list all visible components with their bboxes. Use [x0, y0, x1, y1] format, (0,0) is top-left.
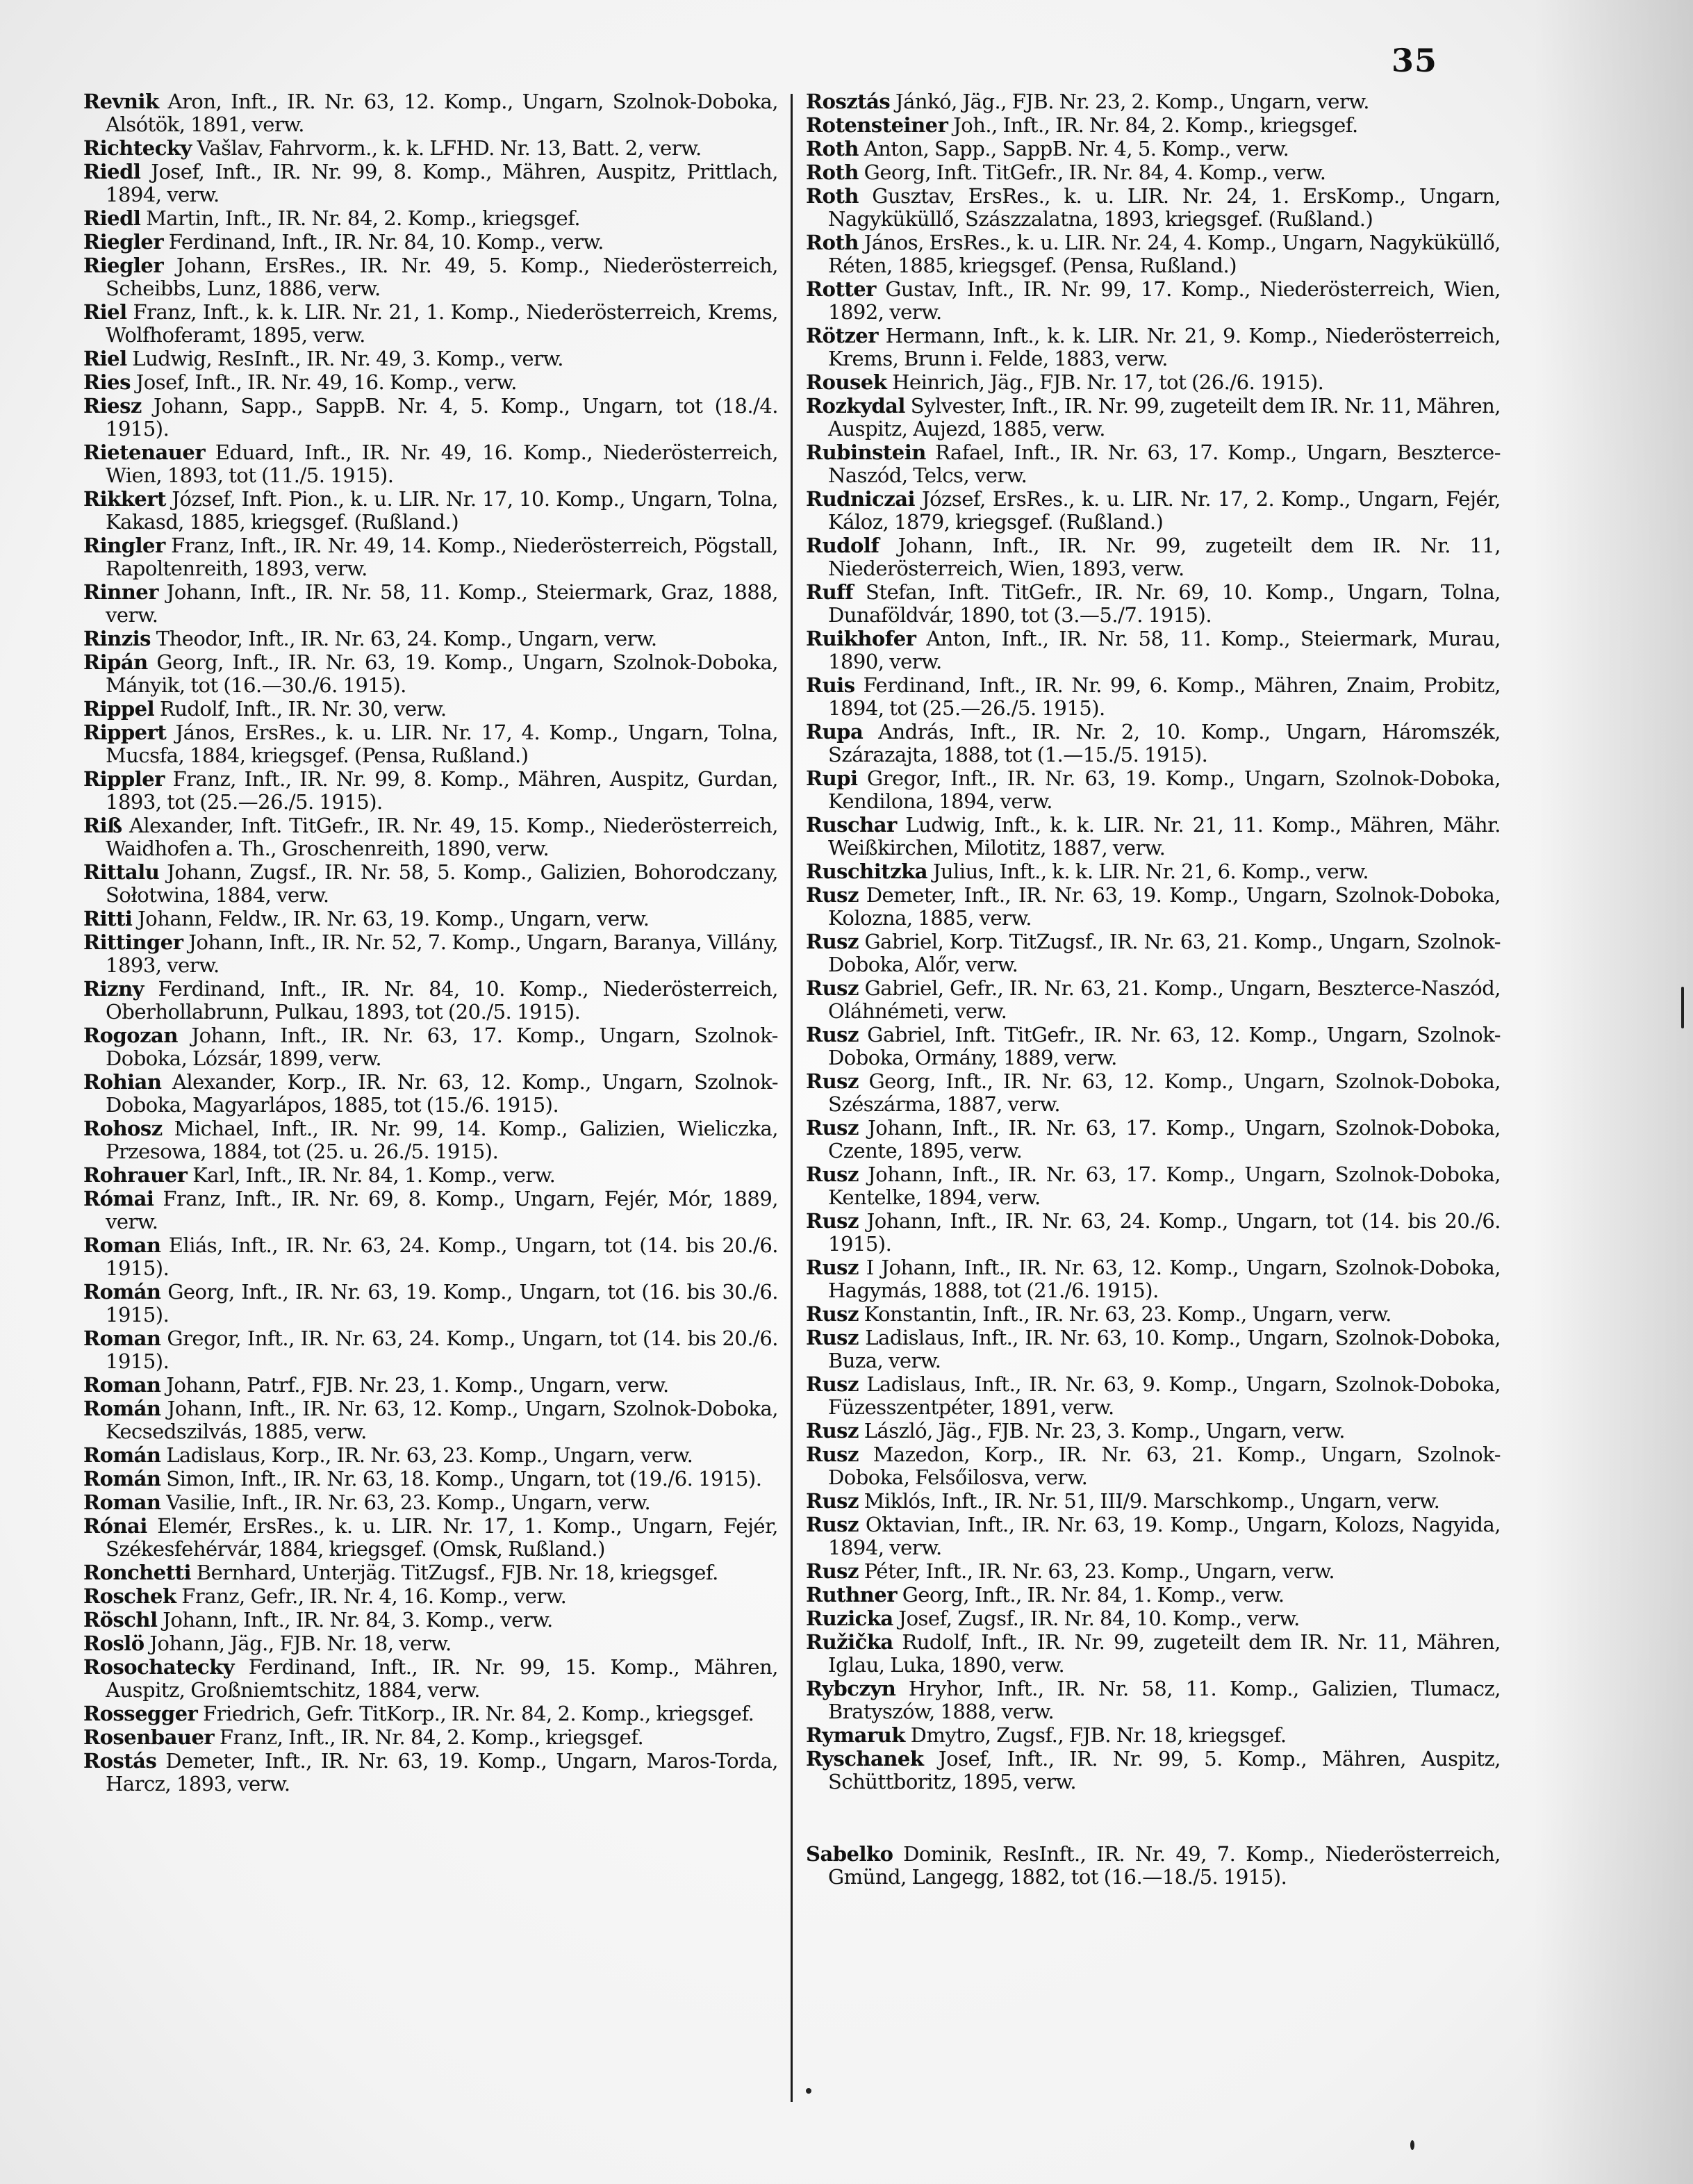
entry-surname: Ruschitzka: [806, 860, 928, 883]
entry-details: Joh., Inft., IR. Nr. 84, 2. Komp., kriegsgef.: [948, 113, 1358, 137]
list-entry: [806, 395, 1501, 441]
list-entry: [83, 1468, 778, 1491]
entry-details: Georg, Inft. TitGefr., IR. Nr. 84, 4. Komp., verw.: [858, 161, 1326, 184]
list-entry: [806, 977, 1501, 1023]
entry-details: Gabriel, Inft. TitGefr., IR. Nr. 63, 12. Komp., Ungarn, Szolnok-Doboka, Ormány, 1889, verw.: [828, 1023, 1501, 1069]
entry-details: Johann, Inft., IR. Nr. 63, 24. Komp., Ungarn, tot (14. bis 20./6. 1915).: [828, 1209, 1501, 1256]
entry-surname: Riel: [83, 347, 127, 370]
entry-details: Eduard, Inft., IR. Nr. 49, 16. Komp., Niederösterreich, Wien, 1893, tot (11./5. 1915).: [106, 441, 778, 487]
entry-surname: Római: [83, 1187, 154, 1210]
entry-surname: Rohrauer: [83, 1163, 188, 1187]
entry-details: Vašlav, Fahrvorm., k. k. LFHD. Nr. 13, Batt. 2, verw.: [191, 136, 702, 160]
list-entry: [806, 1490, 1501, 1513]
entry-details: Julius, Inft., k. k. LIR. Nr. 21, 6. Komp., verw.: [927, 860, 1369, 883]
list-entry: [83, 137, 778, 160]
entry-details: Péter, Inft., IR. Nr. 63, 23. Komp., Ungarn, verw.: [858, 1559, 1335, 1583]
entry-details: Stefan, Inft. TitGefr., IR. Nr. 69, 10. Komp., Ungarn, Tolna, Dunaföldvár, 1890, tot (3.—5./7. 1915).: [828, 580, 1501, 627]
entry-surname: Roman: [83, 1491, 161, 1514]
entry-details: Josef, Inft., IR. Nr. 99, 5. Komp., Mähren, Auspitz, Schüttboritz, 1895, verw.: [828, 1747, 1501, 1793]
list-entry: [806, 534, 1501, 580]
entry-surname: Rusz: [806, 1069, 859, 1093]
entry-surname: Sabelko: [806, 1842, 893, 1866]
right-column: [806, 90, 1501, 1889]
entry-details: János, ErsRes., k. u. LIR. Nr. 24, 4. Komp., Ungarn, Nagyküküllő, Réten, 1885, kriegsgef. (Pensa, Rußland.): [828, 231, 1501, 277]
entry-surname: Rosenbauer: [83, 1725, 215, 1749]
list-entry: [83, 254, 778, 300]
list-entry: [806, 1513, 1501, 1559]
entry-details: Johann, ErsRes., IR. Nr. 49, 5. Komp., Niederösterreich, Scheibbs, Lunz, 1886, verw.: [106, 254, 778, 300]
entry-surname: Rybczyn: [806, 1677, 896, 1700]
entry-surname: Ružička: [806, 1630, 893, 1654]
list-entry: [806, 627, 1501, 673]
list-entry: [83, 301, 778, 347]
entry-surname: Rotensteiner: [806, 113, 948, 137]
entry-details: Gustav, Inft., IR. Nr. 99, 17. Komp., Niederösterreich, Wien, 1892, verw.: [828, 277, 1501, 324]
list-entry: [806, 1560, 1501, 1583]
entry-surname: Richtecky: [83, 136, 192, 160]
entry-surname: Rinner: [83, 580, 159, 604]
entry-surname: Rusz: [806, 1513, 859, 1536]
list-entry: [806, 114, 1501, 137]
list-entry: [83, 768, 778, 814]
entry-surname: Rostás: [83, 1749, 157, 1773]
entry-details: Georg, Inft., IR. Nr. 63, 19. Komp., Ungarn, tot (16. bis 30./6. 1915).: [106, 1280, 778, 1327]
entry-surname: Rozkydal: [806, 394, 905, 418]
entry-surname: Ronchetti: [83, 1561, 192, 1584]
entry-surname: Ruthner: [806, 1583, 897, 1607]
entry-surname: Rupi: [806, 766, 858, 790]
entry-details: Johann, Inft., IR. Nr. 63, 12. Komp., Ungarn, Szolnok-Doboka, Kecsedszilvás, 1885, verw.: [106, 1397, 778, 1443]
entry-details: Demeter, Inft., IR. Nr. 63, 19. Komp., Ungarn, Szolnok-Doboka, Kolozna, 1885, verw.: [828, 883, 1501, 930]
entry-surname: Ruff: [806, 580, 854, 604]
entry-surname: Rotter: [806, 277, 876, 301]
entry-details: Ferdinand, Inft., IR. Nr. 99, 15. Komp., Mähren, Auspitz, Großniemtschitz, 1884, verw.: [106, 1655, 778, 1702]
entry-surname: Rusz: [806, 1163, 859, 1186]
entry-details: János, ErsRes., k. u. LIR. Nr. 17, 4. Komp., Ungarn, Tolna, Mucsfa, 1884, kriegsgef. (Pensa, Rußland.): [106, 721, 778, 767]
list-entry: [806, 185, 1501, 231]
entry-details: Georg, Inft., IR. Nr. 84, 1. Komp., verw.: [896, 1583, 1285, 1607]
list-entry: [806, 1117, 1501, 1163]
list-entry: [806, 814, 1501, 860]
entry-details: Johann, Inft., IR. Nr. 84, 3. Komp., verw.: [157, 1608, 553, 1632]
entry-surname: Rosztás: [806, 90, 891, 113]
entry-surname: Riß: [83, 814, 122, 837]
entry-details: Johann, Inft., IR. Nr. 63, 17. Komp., Ungarn, Szolnok-Doboka, Kentelke, 1894, verw.: [828, 1163, 1501, 1209]
entry-details: Demeter, Inft., IR. Nr. 63, 19. Komp., Ungarn, Maros-Torda, Harcz, 1893, verw.: [106, 1749, 778, 1796]
list-entry: [83, 347, 778, 370]
entry-surname: Ruzicka: [806, 1607, 893, 1630]
entry-surname: Rusz: [806, 1419, 859, 1443]
list-entry: [83, 1397, 778, 1443]
list-entry: [83, 1515, 778, 1561]
list-entry: [806, 1256, 1501, 1302]
entry-details: Gregor, Inft., IR. Nr. 63, 19. Komp., Ungarn, Szolnok-Doboka, Kendilona, 1894, verw.: [828, 766, 1501, 813]
entry-surname: Ripán: [83, 650, 148, 674]
list-entry: [806, 721, 1501, 766]
entry-details: Hryhor, Inft., IR. Nr. 58, 11. Komp., Galizien, Tlumacz, Bratyszów, 1888, verw.: [828, 1677, 1501, 1723]
list-entry: [83, 1609, 778, 1632]
list-entry: [806, 488, 1501, 534]
list-entry: [806, 1024, 1501, 1069]
entry-surname: Roschek: [83, 1584, 176, 1608]
entry-details: Dmytro, Zugsf., FJB. Nr. 18, kriegsgef.: [905, 1723, 1287, 1747]
entry-details: András, Inft., IR. Nr. 2, 10. Komp., Ungarn, Háromszék, Szárazajta, 1888, tot (1.—15./5. 1915).: [828, 720, 1501, 766]
list-entry: [806, 1724, 1501, 1747]
entry-details: Oktavian, Inft., IR. Nr. 63, 19. Komp., Ungarn, Kolozs, Nagyida, 1894, verw.: [828, 1513, 1501, 1559]
entry-surname: Rusz: [806, 1116, 859, 1140]
entry-details: Franz, Inft., IR. Nr. 99, 8. Komp., Mähren, Auspitz, Gurdan, 1893, tot (25.—26./5. 1915).: [106, 767, 778, 814]
entry-surname: Rusz: [806, 1302, 859, 1326]
entry-details: Johann, Patrf., FJB. Nr. 23, 1. Komp., Ungarn, verw.: [160, 1373, 669, 1397]
entry-surname: Ruikhofer: [806, 627, 916, 650]
list-entry: [806, 1607, 1501, 1630]
list-entry: [83, 1750, 778, 1796]
list-entry: [806, 1373, 1501, 1419]
list-entry: [83, 207, 778, 230]
list-entry: [806, 767, 1501, 813]
list-entry: [83, 861, 778, 907]
entry-surname: Rizny: [83, 977, 144, 1001]
entry-details: Rudolf, Inft., IR. Nr. 99, zugeteilt dem IR. Nr. 11, Mähren, Iglau, Luka, 1890, verw.: [828, 1630, 1501, 1677]
list-entry: [83, 931, 778, 977]
entry-details: Ladislaus, Korp., IR. Nr. 63, 23. Komp., Ungarn, verw.: [160, 1443, 693, 1467]
entry-details: Anton, Sapp., SappB. Nr. 4, 5. Komp., verw.: [858, 137, 1289, 161]
entry-surname: Rippert: [83, 721, 167, 744]
entry-surname: Roth: [806, 137, 859, 161]
list-entry: [83, 1585, 778, 1608]
entry-surname: Roth: [806, 184, 859, 208]
entry-details: Ferdinand, Inft., IR. Nr. 99, 6. Komp., Mähren, Znaim, Probitz, 1894, tot (25.—26./5. 1915).: [828, 673, 1501, 720]
entry-surname: Rohosz: [83, 1117, 163, 1140]
entry-details: Ladislaus, Inft., IR. Nr. 63, 10. Komp., Ungarn, Szolnok-Doboka, Buza, verw.: [828, 1326, 1501, 1372]
entry-surname: Roman: [83, 1373, 161, 1397]
list-entry: [806, 1210, 1501, 1256]
list-entry: [806, 371, 1501, 394]
entry-details: Heinrich, Jäg., FJB. Nr. 17, tot (26./6. 1915).: [886, 370, 1324, 394]
entry-details: Gabriel, Korp. TitZugsf., IR. Nr. 63, 21. Komp., Ungarn, Szolnok-Doboka, Alőr, verw.: [828, 930, 1501, 976]
entry-details: Alexander, Korp., IR. Nr. 63, 12. Komp., Ungarn, Szolnok-Doboka, Magyarlápos, 1885, tot (15./6. 1915).: [106, 1070, 778, 1117]
entry-details: Johann, Zugsf., IR. Nr. 58, 5. Komp., Galizien, Bohorodczany, Sołotwina, 1884, verw.: [106, 860, 778, 907]
entry-surname: Román: [83, 1467, 161, 1491]
entry-surname: Rubinstein: [806, 441, 926, 464]
list-entry: [83, 1164, 778, 1187]
entry-details: Johann, Inft., IR. Nr. 52, 7. Komp., Ungarn, Baranya, Villány, 1893, verw.: [106, 930, 778, 977]
entry-details: Hermann, Inft., k. k. LIR. Nr. 21, 9. Komp., Niederösterreich, Krems, Brunn i. Felde, 1883, verw.: [828, 324, 1501, 370]
entry-details: Johann, Inft., IR. Nr. 99, zugeteilt dem IR. Nr. 11, Niederösterreich, Wien, 1893, verw.: [828, 534, 1501, 580]
list-entry: [83, 1561, 778, 1584]
entry-surname: Rudolf: [806, 534, 879, 557]
entry-details: Georg, Inft., IR. Nr. 63, 19. Komp., Ungarn, Szolnok-Doboka, Mányik, tot (16.—30./6. 1915).: [106, 650, 778, 697]
entry-surname: Rudniczai: [806, 487, 915, 511]
entry-details: I Johann, Inft., IR. Nr. 63, 12. Komp., Ungarn, Szolnok-Doboka, Hagymás, 1888, tot (21./6. 1915).: [828, 1256, 1501, 1302]
list-entry: [83, 1071, 778, 1117]
entry-details: Anton, Inft., IR. Nr. 58, 11. Komp., Steiermark, Murau, 1890, verw.: [828, 627, 1501, 673]
list-entry: [806, 1584, 1501, 1607]
entry-details: Johann, Sapp., SappB. Nr. 4, 5. Komp., Ungarn, tot (18./4. 1915).: [106, 394, 778, 441]
list-entry: [806, 860, 1501, 883]
list-entry: [83, 534, 778, 580]
entry-surname: Ruschar: [806, 813, 897, 837]
entry-details: Franz, Inft., k. k. LIR. Nr. 21, 1. Komp., Niederösterreich, Krems, Wolfhoferamt, 1895, verw.: [106, 300, 778, 347]
entry-details: Josef, Inft., IR. Nr. 49, 16. Komp., verw.: [130, 370, 518, 394]
entry-surname: Rusz: [806, 1326, 859, 1349]
entry-surname: Rusz: [806, 1256, 859, 1279]
list-entry: [83, 1632, 778, 1655]
list-entry: [806, 1748, 1501, 1793]
list-entry: [83, 395, 778, 441]
list-entry: [83, 1444, 778, 1467]
list-entry: [83, 1117, 778, 1163]
list-entry: [83, 231, 778, 254]
list-entry: [83, 1327, 778, 1373]
list-entry: [83, 1656, 778, 1702]
entry-details: Miklós, Inft., IR. Nr. 51, III/9. Marschkomp., Ungarn, verw.: [858, 1489, 1440, 1513]
list-entry: [806, 161, 1501, 184]
entry-surname: Riesz: [83, 394, 142, 418]
entry-details: Johann, Jäg., FJB. Nr. 18, verw.: [144, 1632, 452, 1655]
entry-surname: Rusz: [806, 1209, 859, 1233]
entry-details: Vasilie, Inft., IR. Nr. 63, 23. Komp., Ungarn, verw.: [160, 1491, 651, 1514]
entry-surname: Roslö: [83, 1632, 144, 1655]
entry-surname: Roth: [806, 231, 859, 254]
entry-surname: Rossegger: [83, 1702, 198, 1725]
entry-details: Sylvester, Inft., IR. Nr. 99, zugeteilt dem IR. Nr. 11, Mähren, Auspitz, Aujezd, 1885, verw.: [828, 394, 1501, 441]
list-entry: [83, 721, 778, 767]
entry-details: Johann, Inft., IR. Nr. 58, 11. Komp., Steiermark, Graz, 1888, verw.: [106, 580, 778, 627]
entry-details: Bernhard, Unterjäg. TitZugsf., FJB. Nr. 18, kriegsgef.: [191, 1561, 718, 1584]
entry-surname: Ryschanek: [806, 1747, 924, 1771]
entry-surname: Ruis: [806, 673, 855, 697]
entry-surname: Rousek: [806, 370, 887, 394]
list-entry: [83, 1234, 778, 1280]
list-entry: [83, 1374, 778, 1397]
entry-surname: Rupa: [806, 720, 864, 744]
entry-details: Michael, Inft., IR. Nr. 99, 14. Komp., Galizien, Wieliczka, Przesowa, 1884, tot (25. u. 26./5. 1915).: [106, 1117, 778, 1163]
entry-surname: Rónai: [83, 1514, 147, 1538]
entry-details: Ludwig, Inft., k. k. LIR. Nr. 21, 11. Komp., Mähren, Mähr. Weißkirchen, Milotitz, 1887, verw.: [828, 813, 1501, 860]
list-entry: [806, 325, 1501, 370]
entry-details: Karl, Inft., IR. Nr. 84, 1. Komp., verw.: [187, 1163, 556, 1187]
entry-details: Franz, Inft., IR. Nr. 49, 14. Komp., Niederösterreich, Pögstall, Rapoltenreith, 1893, verw.: [106, 534, 778, 580]
entry-surname: Ritti: [83, 907, 133, 930]
entry-details: Johann, Inft., IR. Nr. 63, 17. Komp., Ungarn, Szolnok-Doboka, Lózsár, 1899, verw.: [106, 1024, 778, 1070]
list-entry: [806, 884, 1501, 930]
page-number: 35: [1391, 42, 1437, 79]
entry-surname: Riegler: [83, 230, 164, 254]
list-entry: [806, 1163, 1501, 1209]
entry-surname: Rusz: [806, 1023, 859, 1046]
entry-surname: Rietenauer: [83, 441, 206, 464]
section-gap: [806, 1794, 1501, 1843]
list-entry: [83, 814, 778, 860]
list-entry: [806, 1070, 1501, 1116]
entry-details: Konstantin, Inft., IR. Nr. 63, 23. Komp., Ungarn, verw.: [858, 1302, 1391, 1326]
entry-details: Franz, Inft., IR. Nr. 84, 2. Komp., kriegsgef.: [214, 1725, 644, 1749]
entry-details: Theodor, Inft., IR. Nr. 63, 24. Komp., Ungarn, verw.: [151, 627, 657, 650]
list-entry: [83, 1281, 778, 1327]
list-entry: [83, 581, 778, 627]
entry-details: Dominik, ResInft., IR. Nr. 49, 7. Komp., Niederösterreich, Gmünd, Langegg, 1882, tot (16.—18./5. 1915).: [828, 1842, 1501, 1889]
list-entry: [806, 231, 1501, 277]
entry-details: József, ErsRes., k. u. LIR. Nr. 17, 2. Komp., Ungarn, Fejér, Káloz, 1879, kriegsgef. (Rußland.): [828, 487, 1501, 534]
list-entry: [83, 698, 778, 721]
entry-surname: Rusz: [806, 976, 859, 1000]
list-entry: [806, 930, 1501, 976]
entry-details: Johann, Inft., IR. Nr. 63, 17. Komp., Ungarn, Szolnok-Doboka, Czente, 1895, verw.: [828, 1116, 1501, 1163]
entry-details: Ferdinand, Inft., IR. Nr. 84, 10. Komp., Niederösterreich, Oberhollabrunn, Pulkau, 1893, tot (20./5. 1915).: [106, 977, 778, 1024]
entry-surname: Revnik: [83, 90, 159, 113]
list-entry: [83, 1491, 778, 1514]
list-entry: [806, 138, 1501, 161]
entry-surname: Roman: [83, 1233, 161, 1257]
entry-details: Johann, Feldw., IR. Nr. 63, 19. Komp., Ungarn, verw.: [132, 907, 650, 930]
entry-surname: Rippler: [83, 767, 165, 791]
entry-details: Jánkó, Jäg., FJB. Nr. 23, 2. Komp., Ungarn, verw.: [890, 90, 1369, 113]
list-entry: [806, 1420, 1501, 1443]
entry-surname: Rusz: [806, 1559, 859, 1583]
entry-surname: Rusz: [806, 883, 859, 907]
entry-surname: Ries: [83, 370, 131, 394]
entry-details: Eliás, Inft., IR. Nr. 63, 24. Komp., Ungarn, tot (14. bis 20./6. 1915).: [106, 1233, 778, 1280]
list-entry: [806, 1677, 1501, 1723]
scan-speck: [1410, 2140, 1414, 2150]
list-entry: [83, 90, 778, 136]
list-entry: [806, 1843, 1501, 1889]
entry-details: Gregor, Inft., IR. Nr. 63, 24. Komp., Ungarn, tot (14. bis 20./6. 1915).: [106, 1327, 778, 1373]
entry-surname: Roth: [806, 161, 859, 184]
list-entry: [83, 651, 778, 697]
scan-speck: [806, 2088, 811, 2094]
list-entry: [83, 1726, 778, 1749]
entry-details: Ludwig, ResInft., IR. Nr. 49, 3. Komp., verw.: [126, 347, 563, 370]
list-entry: [83, 1024, 778, 1070]
list-entry: [83, 441, 778, 487]
entry-details: Josef, Inft., IR. Nr. 99, 8. Komp., Mähren, Auspitz, Prittlach, 1894, verw.: [106, 160, 778, 206]
entry-surname: Roman: [83, 1327, 161, 1350]
entry-details: Franz, Inft., IR. Nr. 69, 8. Komp., Ungarn, Fejér, Mór, 1889, verw.: [106, 1187, 778, 1233]
entry-details: Alexander, Inft. TitGefr., IR. Nr. 49, 15. Komp., Niederösterreich, Waidhofen a. Th., Groschenreith, 1890, verw.: [106, 814, 778, 860]
list-entry: [83, 488, 778, 534]
left-column: [83, 90, 778, 1796]
list-entry: [83, 1702, 778, 1725]
entry-details: Rudolf, Inft., IR. Nr. 30, verw.: [154, 697, 447, 721]
entry-details: Friedrich, Gefr. TitKorp., IR. Nr. 84, 2. Komp., kriegsgef.: [197, 1702, 754, 1725]
entry-details: Gusztav, ErsRes., k. u. LIR. Nr. 24, 1. ErsKomp., Ungarn, Nagyküküllő, Szászzalatna, 1893, kriegsgef. (Rußland.): [828, 184, 1501, 231]
entry-details: László, Jäg., FJB. Nr. 23, 3. Komp., Ungarn, verw.: [858, 1419, 1345, 1443]
list-entry: [806, 278, 1501, 324]
column-divider: [791, 94, 793, 2102]
list-entry: [806, 581, 1501, 627]
entry-details: Georg, Inft., IR. Nr. 63, 12. Komp., Ungarn, Szolnok-Doboka, Szészárma, 1887, verw.: [828, 1069, 1501, 1116]
list-entry: [806, 674, 1501, 720]
list-entry: [806, 90, 1501, 113]
entry-details: Martin, Inft., IR. Nr. 84, 2. Komp., kriegsgef.: [140, 206, 581, 230]
entry-details: Mazedon, Korp., IR. Nr. 63, 21. Komp., Ungarn, Szolnok-Doboka, Felsőilosva, verw.: [828, 1443, 1501, 1489]
list-entry: [806, 1443, 1501, 1489]
entry-details: Aron, Inft., IR. Nr. 63, 12. Komp., Ungarn, Szolnok-Doboka, Alsótök, 1891, verw.: [106, 90, 778, 136]
list-entry: [806, 1327, 1501, 1372]
scan-edge-shadow: [1533, 0, 1693, 2184]
entry-surname: Rosochatecky: [83, 1655, 235, 1679]
entry-surname: Rittinger: [83, 930, 183, 954]
list-entry: [806, 1631, 1501, 1677]
entry-details: Josef, Zugsf., IR. Nr. 84, 10. Komp., verw.: [893, 1607, 1300, 1630]
entry-surname: Rohian: [83, 1070, 162, 1094]
entry-surname: Román: [83, 1397, 161, 1420]
entry-surname: Rogozan: [83, 1024, 178, 1047]
list-entry: [83, 161, 778, 206]
entry-details: Franz, Gefr., IR. Nr. 4, 16. Komp., verw.: [176, 1584, 567, 1608]
entry-surname: Rippel: [83, 697, 155, 721]
list-entry: [83, 627, 778, 650]
entry-details: Simon, Inft., IR. Nr. 63, 18. Komp., Ungarn, tot (19./6. 1915).: [160, 1467, 762, 1491]
entry-surname: Rikkert: [83, 487, 166, 511]
entry-details: József, Inft. Pion., k. u. LIR. Nr. 17, 10. Komp., Ungarn, Tolna, Kakasd, 1885, kriegsgef. (Rußland.): [106, 487, 778, 534]
entry-surname: Rötzer: [806, 324, 879, 347]
entry-surname: Rinzis: [83, 627, 151, 650]
entry-surname: Rittalu: [83, 860, 160, 884]
entry-surname: Riedl: [83, 206, 141, 230]
list-entry: [83, 371, 778, 394]
list-entry: [806, 1303, 1501, 1326]
entry-surname: Román: [83, 1443, 161, 1467]
list-entry: [83, 908, 778, 930]
entry-surname: Riedl: [83, 160, 141, 183]
entry-surname: Rusz: [806, 1489, 859, 1513]
list-entry: [806, 441, 1501, 487]
entry-surname: Ringler: [83, 534, 165, 557]
entry-surname: Rusz: [806, 1372, 859, 1396]
list-entry: [83, 978, 778, 1024]
list-entry: [83, 1188, 778, 1233]
entry-details: Elemér, ErsRes., k. u. LIR. Nr. 17, 1. Komp., Ungarn, Fejér, Székesfehérvár, 1884, kriegsgef. (Omsk, Rußland.): [106, 1514, 778, 1561]
entry-details: Ladislaus, Inft., IR. Nr. 63, 9. Komp., Ungarn, Szolnok-Doboka, Füzesszentpéter, 1891, verw.: [828, 1372, 1501, 1419]
entry-surname: Rusz: [806, 930, 859, 953]
entry-surname: Riel: [83, 300, 127, 324]
entry-details: Rafael, Inft., IR. Nr. 63, 17. Komp., Ungarn, Beszterce-Naszód, Telcs, verw.: [828, 441, 1501, 487]
entry-surname: Riegler: [83, 254, 164, 277]
entry-surname: Rusz: [806, 1443, 859, 1466]
entry-surname: Román: [83, 1280, 161, 1304]
entry-surname: Rymaruk: [806, 1723, 905, 1747]
scan-edge-mark: [1681, 987, 1684, 1028]
entry-surname: Röschl: [83, 1608, 158, 1632]
entry-details: Ferdinand, Inft., IR. Nr. 84, 10. Komp., verw.: [163, 230, 604, 254]
entry-details: Gabriel, Gefr., IR. Nr. 63, 21. Komp., Ungarn, Beszterce-Naszód, Oláhnémeti, verw.: [828, 976, 1501, 1023]
